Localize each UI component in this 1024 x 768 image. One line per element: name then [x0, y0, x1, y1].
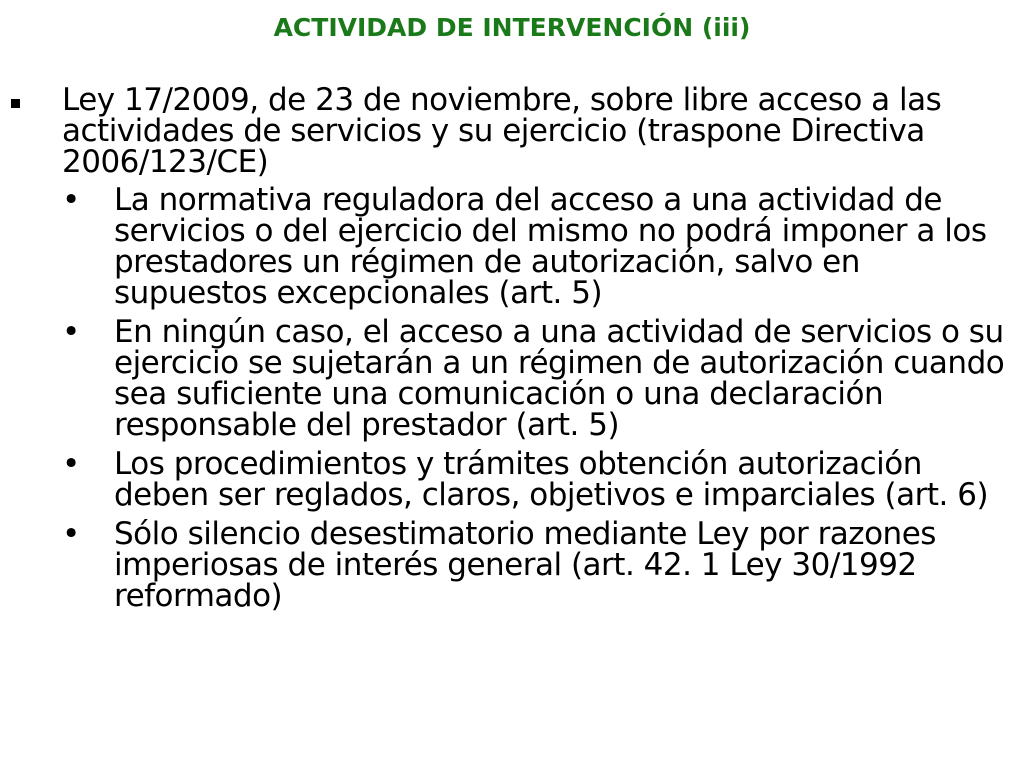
- slide-title: ACTIVIDAD DE INTERVENCIÓN (iii): [273, 13, 751, 42]
- sub-bullet-list: [0, 182, 1010, 620]
- dot-bullet-icon: •: [62, 516, 81, 552]
- sub-bullet-text: Sólo silencio desestimatorio mediante Ley por razones imperiosas de interés general (art. 42. 1 Ley 30/1992 reformado): [114, 516, 936, 614]
- sub-bullet-text: La normativa reguladora del acceso a una actividad de servicios o del ejercicio del mismo no podrá imponer a los prestadores un régimen de autorización, salvo en supuestos excepcionales (art. 5): [114, 182, 987, 311]
- sub-bullet-item: [0, 314, 1010, 443]
- dot-bullet-icon: •: [62, 446, 81, 482]
- main-bullet-text: Ley 17/2009, de 23 de noviembre, sobre libre acceso a las actividades de servicios y su ejercicio (traspone Directiva 2006/123/CE): [62, 82, 942, 180]
- sub-bullet-text: Los procedimientos y trámites obtención autorización deben ser reglados, claros, objetivos e imparciales (art. 6): [114, 446, 989, 513]
- main-bullet-item: [0, 82, 1010, 180]
- sub-bullet-item: [0, 446, 1010, 513]
- dot-bullet-icon: •: [62, 314, 81, 350]
- sub-bullet-item: [0, 182, 1010, 311]
- square-bullet-icon: [11, 99, 20, 108]
- dot-bullet-icon: •: [62, 182, 81, 218]
- sub-bullet-item: [0, 516, 1010, 614]
- sub-bullet-text: En ningún caso, el acceso a una actividad de servicios o su ejercicio se sujetarán a un régimen de autorización cuando sea suficiente una comunicación o una declaración responsable del prestador (art. 5): [114, 314, 1005, 443]
